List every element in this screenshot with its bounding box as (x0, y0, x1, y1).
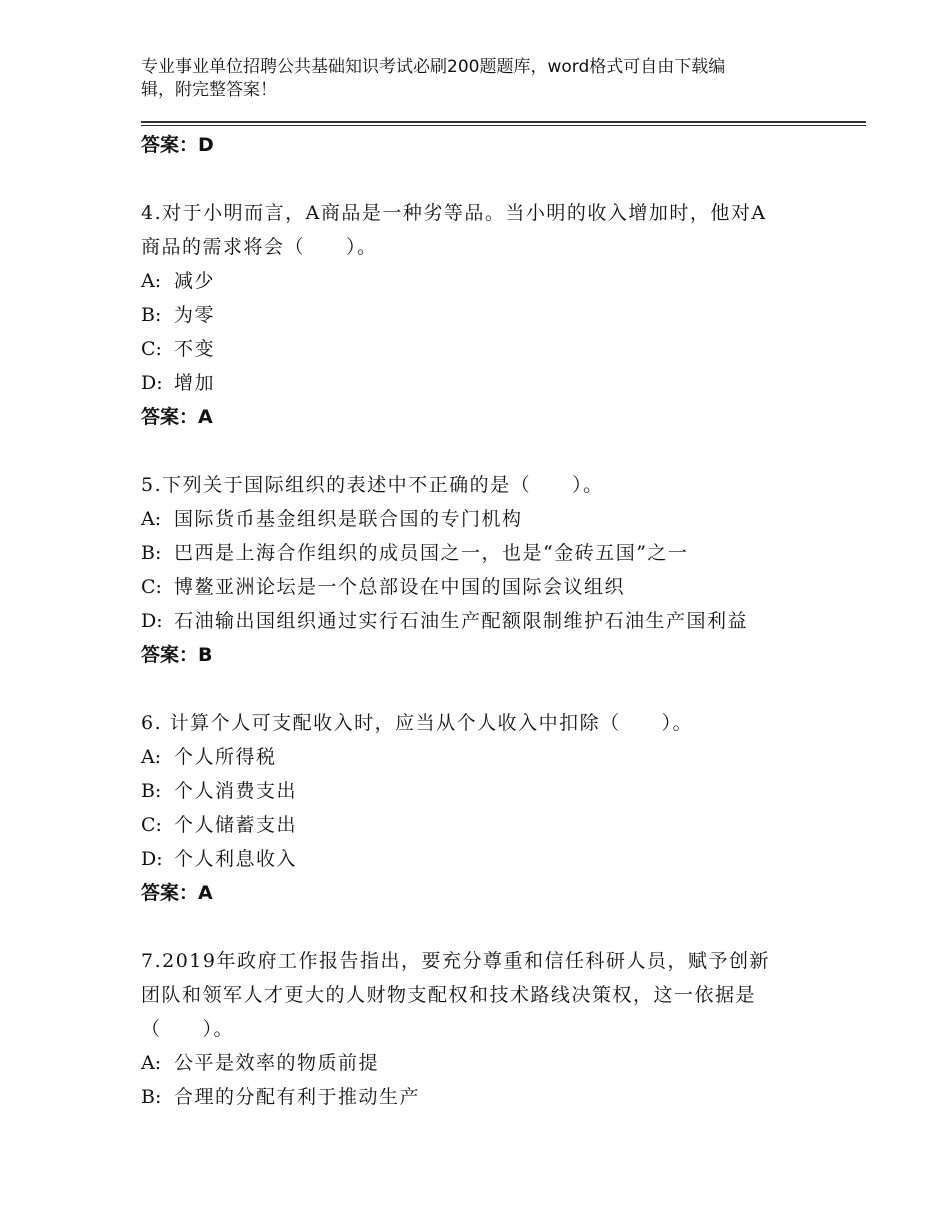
page-header (141, 56, 801, 102)
option-letter: D: (141, 610, 163, 632)
stem-line: 商品的需求将会（ ）。 (141, 236, 378, 258)
option-letter: C: (141, 576, 162, 598)
option-letter: A: (141, 1052, 162, 1074)
option-text: 为零 (174, 304, 216, 326)
question-6 (141, 706, 831, 910)
stem-line: 团队和领军人才更大的人财物支配权和技术路线决策权，这一依据是 (141, 984, 757, 1006)
answer-label: 答案：A (141, 406, 213, 428)
option-text: 国际货币基金组织是联合国的专门机构 (174, 508, 523, 530)
option-text: 减少 (174, 270, 216, 292)
option-letter: A: (141, 270, 162, 292)
option-text: 个人所得税 (174, 746, 277, 768)
option-a (141, 502, 831, 536)
option-text: 公平是效率的物质前提 (174, 1052, 380, 1074)
option-letter: B: (141, 304, 162, 326)
question-stem (141, 706, 831, 740)
option-letter: D: (141, 848, 163, 870)
header-divider-thin (141, 125, 866, 126)
option-letter: C: (141, 338, 162, 360)
stem-line: 6. 计算个人可支配收入时，应当从个人收入中扣除（ ）。 (141, 712, 694, 734)
question-5 (141, 468, 831, 672)
question-stem (141, 196, 831, 264)
option-letter: A: (141, 746, 162, 768)
option-letter: B: (141, 780, 162, 802)
option-d (141, 842, 831, 876)
option-d (141, 604, 831, 638)
answer-label: 答案：A (141, 882, 213, 904)
option-c (141, 332, 831, 366)
header-divider-thick (141, 121, 866, 123)
option-text: 不变 (174, 338, 216, 360)
option-b (141, 536, 831, 570)
option-letter: A: (141, 508, 162, 530)
stem-line: 5.下列关于国际组织的表述中不正确的是（ ）。 (141, 474, 604, 496)
question-stem (141, 944, 831, 1046)
option-a (141, 264, 831, 298)
option-b (141, 1080, 831, 1114)
option-b (141, 774, 831, 808)
option-text: 合理的分配有利于推动生产 (174, 1086, 421, 1108)
option-letter: B: (141, 542, 162, 564)
option-text: 博鳌亚洲论坛是一个总部设在中国的国际会议组织 (174, 576, 626, 598)
stem-line: （ ）。 (141, 1018, 235, 1040)
option-c (141, 808, 831, 842)
question-4 (141, 196, 831, 434)
answer-label: 答案：B (141, 644, 213, 666)
option-text: 个人利息收入 (174, 848, 298, 870)
option-text: 石油输出国组织通过实行石油生产配额限制维护石油生产国利益 (174, 610, 749, 632)
header-line-1: 专业事业单位招聘公共基础知识考试必刷200题题库，word格式可自由下载编 (141, 57, 726, 77)
question-list (141, 128, 831, 1114)
option-a (141, 740, 831, 774)
option-b (141, 298, 831, 332)
option-a (141, 1046, 831, 1080)
question-7 (141, 944, 831, 1114)
option-d (141, 366, 831, 400)
option-text: 增加 (174, 372, 216, 394)
option-text: 巴西是上海合作组织的成员国之一，也是“金砖五国”之一 (174, 542, 689, 564)
option-letter: B: (141, 1086, 162, 1108)
option-text: 个人储蓄支出 (174, 814, 298, 836)
question-stem (141, 468, 831, 502)
option-letter: C: (141, 814, 162, 836)
answer-label: 答案：D (141, 134, 214, 156)
header-line-2: 辑，附完整答案！ (141, 80, 277, 100)
stem-line: 4.对于小明而言，A商品是一种劣等品。当小明的收入增加时，他对A (141, 202, 767, 224)
stem-line: 7.2019年政府工作报告指出，要充分尊重和信任科研人员，赋予创新 (141, 950, 770, 972)
option-c (141, 570, 831, 604)
option-text: 个人消费支出 (174, 780, 298, 802)
option-letter: D: (141, 372, 163, 394)
